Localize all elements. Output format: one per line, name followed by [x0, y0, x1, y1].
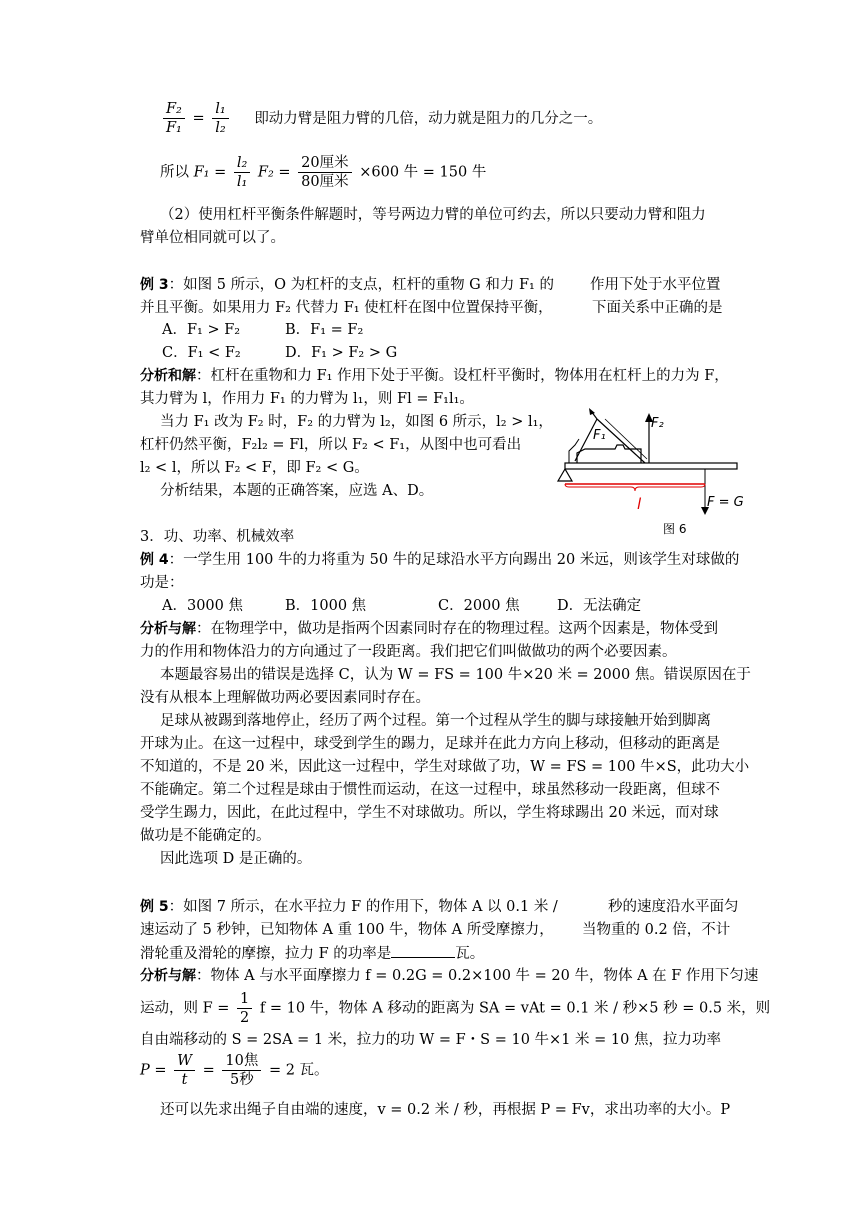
- figure-caption: 图 6: [663, 522, 687, 535]
- option-c: C．F₁ < F₂: [162, 345, 241, 361]
- option-c: C．2000 焦: [438, 598, 520, 614]
- paragraph-line: 臂单位相同就可以了。: [140, 230, 285, 246]
- analysis-line: 杠杆仍然平衡，F₂l₂ = Fl，所以 F₂ < F₁，从图中也可看出: [140, 437, 522, 453]
- lever-bar: [565, 463, 737, 469]
- figure-6-lever-diagram: [555, 405, 755, 535]
- example3-line2b: 下面关系中正确的是: [592, 300, 723, 316]
- fulcrum-icon: [558, 469, 572, 481]
- analysis-line: 分析与解：在物理学中，做功是指两个因素同时存在的物理过程。这两个因素是，物体受到: [140, 621, 718, 637]
- analysis-line: 足球从被踢到落地停止，经历了两个过程。第一个过程从学生的脚与球接触开始到脚离: [160, 713, 711, 729]
- analysis-line: 分析和解：杠杆在重物和力 F₁ 作用下处于平衡。设杠杆平衡时，物体用在杠杆上的力为 F，: [140, 368, 729, 384]
- example5-line3: 滑轮重及滑轮的摩擦，拉力 F 的功率是 瓦。: [140, 943, 484, 964]
- equation-f1-result: 所以 F₁ = $\frac{\text{l₂}}{\text{l₁}}$ F₂ = $\frac{\text{20厘米}}{\text{80厘米}}$ ×600 牛 = 150 牛: [160, 155, 487, 190]
- triangle-inner: [605, 419, 647, 459]
- fraction-10j-5s: $\frac{\text{10焦}}{\text{5秒}}$: [222, 1052, 261, 1089]
- example5-line2b: 当物重的 0.2 倍，不计: [582, 922, 731, 938]
- analysis-line: 开球为止。在这一过程中，球受到学生的踢力，足球并在此力方向上移动，但移动的距离是: [140, 736, 720, 752]
- analysis-line: 力的作用和物体沿力的方向通过了一段距离。我们把它们叫做做功的两个必要因素。: [140, 644, 677, 660]
- option-b: B．F₁ = F₂: [285, 322, 364, 338]
- arm-brace: [565, 484, 705, 491]
- analysis-line: 分析与解：物体 A 与水平面摩擦力 f = 0.2G = 0.2×100 牛 = 20 牛，物体 A 在 F 作用下匀速: [140, 968, 759, 984]
- option-d: D．F₁ > F₂ > G: [285, 345, 398, 361]
- fraction-l2-l1: $\frac{\text{l₂}}{\text{l₁}}$: [234, 154, 250, 191]
- section-heading: 3．功、功率、机械效率: [140, 529, 295, 545]
- analysis-line: 没有从根本上理解做功两必要因素同时存在。: [140, 690, 430, 706]
- analysis-line: 分析结果，本题的正确答案，应选 A、D。: [160, 483, 434, 499]
- analysis-line: 本题最容易出的错误是选择 C，认为 W = FS = 100 牛×20 米 = 2000 焦。错误原因在于: [160, 667, 751, 683]
- analysis-line: 还可以先求出绳子自由端的速度，v = 0.2 米 / 秒，再根据 P = Fv，求出功率的大小。P: [160, 1102, 731, 1118]
- example3-line1: 例 3：如图 5 所示，O 为杠杆的支点，杠杆的重物 G 和力 F₁ 的: [140, 277, 554, 293]
- example5-line1b: 秒的速度沿水平面匀: [608, 899, 739, 915]
- option-b: B．1000 焦: [285, 598, 367, 614]
- fraction-l1-l2: $\frac{\text{l₁}}{\text{l₂}}$: [212, 100, 228, 137]
- example3-line1b: 作用下处于水平位置: [590, 277, 721, 293]
- example4-line1: 例 4：一学生用 100 牛的力将重为 50 牛的足球沿水平方向踢出 20 米远，则该学生对球做的: [140, 552, 740, 568]
- analysis-line: 因此选项 D 是正确的。: [160, 851, 312, 867]
- crank-body: [577, 445, 641, 463]
- equation-power: P = $\frac{W}{t}$ = $\frac{\text{10焦}}{\text{5秒}}$ = 2 瓦。: [140, 1053, 329, 1088]
- analysis-line: 受学生踢力，因此，在此过程中，学生不对球做功。所以，学生将球踢出 20 米远，而对球: [140, 805, 719, 821]
- analysis-line: 不知道的，不是 20 米，因此这一过程中，学生对球做了功，W = FS = 100 牛×S，此功大小: [140, 759, 750, 775]
- equation-ratio: $\frac{\text{F₂}}{\text{F₁}}$ = $\frac{\text{l₁}}{\text{l₂}}$ 即动力臂是阻力臂的几倍，动力就是阻力的几分之一。: [160, 100, 602, 137]
- analysis-line: 做功是不能确定的。: [140, 828, 271, 844]
- l-label: l: [637, 495, 642, 513]
- example3-line2: 并且平衡。如果用力 F₂ 代替力 F₁ 使杠杆在图中位置保持平衡，: [140, 300, 553, 316]
- example4-line2: 功是：: [140, 575, 184, 591]
- example5-line1: 例 5：如图 7 所示，在水平拉力 F 的作用下，物体 A 以 0.1 米 /: [140, 899, 558, 915]
- fraction-half: $\frac{1}{2}$: [237, 990, 252, 1027]
- analysis-line: l₂ < l，所以 F₂ < F，即 F₂ < G。: [140, 460, 369, 476]
- fraction-cm: $\frac{\text{20厘米}}{\text{80厘米}}$: [298, 154, 351, 191]
- fraction-w-t: $\frac{W}{t}$: [174, 1052, 195, 1089]
- fraction-f2-f1: $\frac{\text{F₂}}{\text{F₁}}$: [163, 100, 185, 137]
- example5-line2: 速运动了 5 秒钟，已知物体 A 重 100 牛，物体 A 所受摩擦力，: [140, 922, 554, 938]
- answer-blank[interactable]: [391, 943, 455, 958]
- analysis-line: 当力 F₁ 改为 F₂ 时，F₂ 的力臂为 l₂，如图 6 所示，l₂ > l₁，: [160, 414, 553, 430]
- f1-arrowhead-icon: [589, 408, 595, 415]
- analysis-line: 自由端移动的 S = 2SA = 1 米，拉力的功 W = F・S = 10 牛×1 米 = 10 焦，拉力功率: [140, 1032, 721, 1048]
- option-d: D．无法确定: [557, 598, 642, 614]
- f1-label: F₁: [593, 428, 606, 443]
- option-a: A．3000 焦: [162, 598, 243, 614]
- option-a: A．F₁ > F₂: [162, 322, 241, 338]
- analysis-line: 其力臂为 l，作用力 F₁ 的力臂为 l₁，则 Fl = F₁l₁。: [140, 391, 474, 407]
- paragraph-line: （2）使用杠杆平衡条件解题时，等号两边力臂的单位可约去，所以只要动力臂和阻力: [160, 207, 706, 223]
- fg-label: F = G: [707, 495, 744, 510]
- analysis-line: 不能确定。第二个过程是球由于惯性而运动，在这一过程中，球虽然移动一段距离，但球不: [140, 782, 720, 798]
- analysis-line-half: 运动，则 F = $\frac{1}{2}$ f = 10 牛，物体 A 移动的距离为 SA = vAt = 0.1 米 / 秒×5 秒 = 0.5 米，则: [140, 991, 771, 1026]
- f2-label: F₂: [651, 416, 664, 431]
